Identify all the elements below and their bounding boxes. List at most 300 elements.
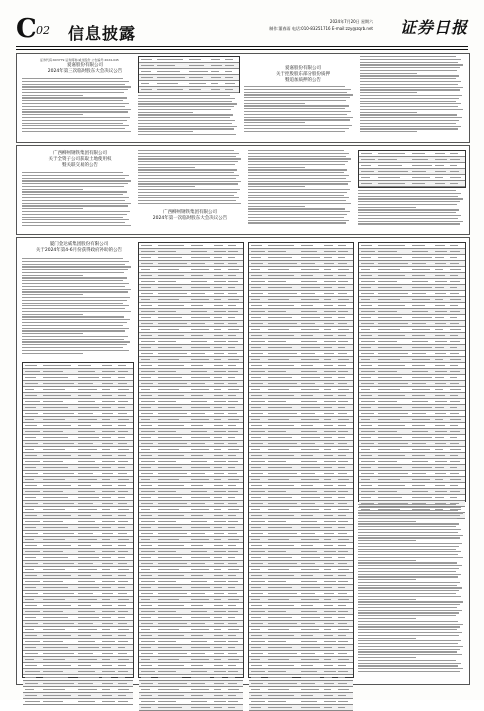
table-cell <box>158 437 182 438</box>
text-line <box>358 207 416 208</box>
table-cell <box>450 159 460 160</box>
stock-code-line: 证券代码:603779 证券简称:威龙股份 公告编号:2024-045 <box>40 58 119 62</box>
text-line <box>360 128 458 129</box>
table-cell <box>324 539 331 540</box>
text-line <box>358 549 456 550</box>
subsidy-table-col4 <box>358 242 466 502</box>
masthead <box>16 14 468 44</box>
table-cell <box>268 407 292 408</box>
table-cell <box>158 539 179 540</box>
table-cell <box>251 701 265 702</box>
article-3-title: 关于全资子公司获取土地使用权 <box>48 157 112 162</box>
text-line <box>22 328 129 329</box>
table-cell <box>228 383 237 384</box>
table-cell <box>228 551 238 552</box>
table-cell <box>228 251 238 252</box>
table-cell <box>324 431 336 432</box>
table-cell <box>141 395 152 396</box>
table-cell <box>191 329 209 330</box>
text-line <box>22 205 128 206</box>
table-cell <box>338 449 349 450</box>
table-cell <box>251 341 265 342</box>
table-cell <box>158 617 182 618</box>
text-line <box>22 84 125 85</box>
table-cell <box>43 419 66 420</box>
table-cell <box>324 347 333 348</box>
table-cell <box>191 431 207 432</box>
table-cell <box>435 245 445 246</box>
table-cell <box>141 533 153 534</box>
table-cell <box>118 599 129 600</box>
text-line <box>248 150 344 151</box>
table-cell <box>25 695 37 696</box>
table-cell <box>301 551 317 552</box>
table-cell <box>301 611 317 612</box>
table-cell <box>228 317 235 318</box>
table-cell <box>158 473 187 474</box>
text-line <box>138 178 236 179</box>
table-cell <box>435 299 443 300</box>
table-cell <box>191 311 207 312</box>
table-cell <box>214 635 224 636</box>
table-cell <box>118 509 129 510</box>
table-cell <box>78 449 97 450</box>
table-cell <box>118 467 125 468</box>
table-cell <box>228 557 235 558</box>
text-line <box>244 114 347 115</box>
text-line <box>358 504 456 505</box>
table-cell <box>338 491 348 492</box>
table-cell <box>228 371 238 372</box>
table-cell <box>228 401 238 402</box>
table-cell <box>158 587 182 588</box>
table-cell <box>141 281 155 282</box>
table-cell <box>228 623 237 624</box>
table-cell <box>361 329 370 330</box>
table-cell <box>191 497 210 498</box>
table-cell <box>158 323 187 324</box>
table-cell <box>43 389 66 390</box>
text-line <box>358 582 460 583</box>
table-cell <box>189 59 201 60</box>
table-cell <box>191 623 205 624</box>
table-cell <box>324 701 336 702</box>
table-cell <box>43 443 74 444</box>
table-cell <box>102 521 114 522</box>
table-cell <box>118 611 128 612</box>
table-cell <box>301 569 319 570</box>
table-cell <box>102 431 114 432</box>
table-cell <box>361 383 374 384</box>
table-cell <box>141 659 150 660</box>
table-cell <box>158 389 179 390</box>
table-cell <box>157 71 180 72</box>
table-cell <box>361 443 374 444</box>
table-cell <box>412 389 430 390</box>
table-cell <box>158 551 177 552</box>
table-cell <box>435 165 444 166</box>
table-cell <box>338 329 349 330</box>
table-cell <box>378 401 397 402</box>
table-cell <box>228 617 235 618</box>
table-cell <box>301 623 315 624</box>
table-cell <box>361 171 374 172</box>
text-line <box>22 322 127 323</box>
table-cell <box>324 569 331 570</box>
text-line <box>358 198 463 199</box>
text-line <box>360 75 459 76</box>
table-cell <box>435 153 445 154</box>
table-cell <box>251 437 261 438</box>
table-cell <box>191 593 205 594</box>
table-cell <box>435 329 443 330</box>
table-cell <box>324 653 335 654</box>
text-line <box>358 579 416 580</box>
table-cell <box>78 407 99 408</box>
table-cell <box>450 341 460 342</box>
table-cell <box>118 581 128 582</box>
table-cell <box>268 491 287 492</box>
table-cell <box>214 647 223 648</box>
table-cell <box>141 677 151 678</box>
table-cell <box>141 689 150 690</box>
table-cell <box>378 153 405 154</box>
table-cell <box>102 701 114 702</box>
table-cell <box>43 599 66 600</box>
table-cell <box>141 581 155 582</box>
table-cell <box>412 395 425 396</box>
table-cell <box>43 659 66 660</box>
table-cell <box>435 353 446 354</box>
table-cell <box>102 443 113 444</box>
text-line <box>22 81 129 82</box>
table-cell <box>158 599 179 600</box>
table-cell <box>450 263 459 264</box>
text-line <box>358 629 457 630</box>
text-line <box>248 156 346 157</box>
table-cell <box>43 509 66 510</box>
table-cell <box>25 491 39 492</box>
table-cell <box>228 479 239 480</box>
table-cell <box>191 437 210 438</box>
table-cell <box>412 467 432 468</box>
table-cell <box>338 443 347 444</box>
text-line <box>248 208 345 209</box>
table-cell <box>324 443 335 444</box>
table-cell <box>141 335 152 336</box>
text-line <box>22 308 125 309</box>
table-cell <box>435 177 443 178</box>
table-cell <box>251 287 261 288</box>
table-cell <box>228 611 238 612</box>
table-cell <box>214 431 226 432</box>
table-cell <box>301 659 319 660</box>
table-cell <box>301 389 319 390</box>
text-line <box>358 618 416 619</box>
table-cell <box>324 467 333 468</box>
table-cell <box>102 587 111 588</box>
table-cell <box>214 653 225 654</box>
table-cell <box>118 413 127 414</box>
text-line <box>138 161 238 162</box>
table-cell <box>211 59 220 60</box>
table-cell <box>78 437 99 438</box>
table-cell <box>158 269 179 270</box>
table-cell <box>450 287 457 288</box>
table-cell <box>268 299 289 300</box>
table-cell <box>214 593 225 594</box>
table-cell <box>118 659 129 660</box>
text-line <box>22 300 127 301</box>
table-cell <box>378 479 400 480</box>
table-cell <box>361 311 375 312</box>
table-cell <box>141 647 151 648</box>
text-line <box>358 546 459 547</box>
table-cell <box>268 689 289 690</box>
table-cell <box>301 437 320 438</box>
table-cell <box>324 299 331 300</box>
table-cell <box>102 545 112 546</box>
table-cell <box>324 449 331 450</box>
table-cell <box>25 563 38 564</box>
table-cell <box>214 341 226 342</box>
table-cell <box>158 449 179 450</box>
text-line <box>244 108 345 109</box>
table-cell <box>268 569 289 570</box>
table-cell <box>43 551 63 552</box>
table-cell <box>191 539 209 540</box>
table-cell <box>435 347 444 348</box>
table-cell <box>338 251 348 252</box>
table-cell <box>324 341 336 342</box>
table-cell <box>228 635 236 636</box>
text-line <box>358 601 463 602</box>
text-line <box>360 95 462 96</box>
table-cell <box>43 647 68 648</box>
table-cell <box>378 293 408 294</box>
table-cell <box>78 443 93 444</box>
table-cell <box>338 389 349 390</box>
table-cell <box>268 623 297 624</box>
text-line <box>22 333 83 334</box>
text-line <box>358 218 458 219</box>
table-cell <box>189 83 206 84</box>
text-line <box>22 353 83 354</box>
table-cell <box>158 377 182 378</box>
table-cell <box>158 359 179 360</box>
table-cell <box>251 599 260 600</box>
table-cell <box>228 683 237 684</box>
table-cell <box>214 689 221 690</box>
table-cell <box>251 533 263 534</box>
table-cell <box>435 287 444 288</box>
table-cell <box>78 473 93 474</box>
text-line <box>358 649 460 650</box>
table-cell <box>158 563 187 564</box>
table-cell <box>338 317 345 318</box>
text-line <box>360 62 458 63</box>
table-cell <box>324 329 331 330</box>
table-cell <box>450 491 460 492</box>
table-cell <box>78 629 97 630</box>
text-line <box>138 112 193 113</box>
table-cell <box>301 509 319 510</box>
table-cell <box>412 371 428 372</box>
table-cell <box>338 647 345 648</box>
text-line <box>22 78 123 79</box>
table-cell <box>141 503 153 504</box>
text-line <box>22 258 123 259</box>
table-cell <box>25 641 39 642</box>
table-cell <box>43 455 71 456</box>
table-cell <box>361 407 371 408</box>
text-line <box>244 100 346 101</box>
table-cell <box>301 449 319 450</box>
text-line <box>22 283 129 284</box>
text-line <box>22 131 131 132</box>
table-cell <box>324 281 336 282</box>
table-cell <box>158 479 179 480</box>
table-cell <box>141 509 150 510</box>
table-cell <box>450 257 457 258</box>
table-cell <box>301 521 317 522</box>
text-line <box>248 164 345 165</box>
table-cell <box>268 383 297 384</box>
text-line <box>358 196 458 197</box>
table-cell <box>228 353 237 354</box>
table-cell <box>118 575 126 576</box>
table-cell <box>251 299 260 300</box>
table-cell <box>251 353 263 354</box>
table-cell <box>141 377 151 378</box>
text-line <box>248 197 349 198</box>
table-cell <box>324 509 331 510</box>
table-cell <box>324 491 336 492</box>
article-4-title: 2024年第一次临时股东大会决议公告 <box>152 216 228 221</box>
table-cell <box>141 341 155 342</box>
table-cell <box>361 165 371 166</box>
article-1-title: 2024年第三次临时股东大会决议公告 <box>47 69 123 74</box>
table-cell <box>225 59 233 60</box>
table-cell <box>338 503 347 504</box>
table-cell <box>141 365 152 366</box>
table-cell <box>25 377 36 378</box>
table-cell <box>141 617 151 618</box>
table-cell <box>118 419 129 420</box>
table-cell <box>158 623 187 624</box>
table-cell <box>338 395 346 396</box>
table-cell <box>338 653 347 654</box>
table-cell <box>378 359 400 360</box>
text-line <box>358 657 416 658</box>
text-line <box>358 626 460 627</box>
text-line <box>358 204 457 205</box>
table-cell <box>301 341 317 342</box>
table-cell <box>251 359 260 360</box>
table-cell <box>118 515 126 516</box>
table-cell <box>43 515 71 516</box>
table-cell <box>43 383 74 384</box>
table-cell <box>191 665 203 666</box>
table-cell <box>361 245 372 246</box>
table-cell <box>338 359 349 360</box>
table-cell <box>141 383 153 384</box>
text-line <box>358 610 462 611</box>
table-cell <box>141 251 155 252</box>
table-cell <box>191 317 210 318</box>
text-line <box>358 568 459 569</box>
table-cell <box>141 347 151 348</box>
table-cell <box>78 455 91 456</box>
table-cell <box>102 365 112 366</box>
table-cell <box>338 341 348 342</box>
table-cell <box>450 383 459 384</box>
table-cell <box>301 707 320 708</box>
table-cell <box>361 365 372 366</box>
table-cell <box>435 293 446 294</box>
table-cell <box>102 503 113 504</box>
table-cell <box>301 269 319 270</box>
table-cell <box>158 299 179 300</box>
table-cell <box>102 401 114 402</box>
table-cell <box>268 695 295 696</box>
text-line <box>358 543 462 544</box>
text-line <box>138 123 232 124</box>
table-cell <box>251 539 260 540</box>
table-cell <box>268 611 287 612</box>
table-cell <box>450 473 459 474</box>
table-cell <box>301 395 313 396</box>
table-cell <box>338 671 348 672</box>
table-cell <box>228 689 239 690</box>
table-cell <box>214 509 221 510</box>
table-cell <box>435 311 447 312</box>
table-cell <box>324 497 333 498</box>
table-cell <box>214 407 223 408</box>
table-cell <box>301 539 319 540</box>
table-cell <box>214 527 223 528</box>
table-cell <box>157 77 185 78</box>
table-cell <box>338 245 346 246</box>
text-line <box>22 178 125 179</box>
table-cell <box>338 641 348 642</box>
table-cell <box>157 65 175 66</box>
table-cell <box>214 503 225 504</box>
text-line <box>22 200 125 201</box>
table-cell <box>338 659 349 660</box>
table-cell <box>158 635 185 636</box>
text-line <box>358 557 463 558</box>
table-cell <box>301 323 315 324</box>
text-line <box>22 350 129 351</box>
table-cell <box>191 461 207 462</box>
table-cell <box>361 395 372 396</box>
table-cell <box>435 449 443 450</box>
table-cell <box>228 665 236 666</box>
text-line <box>22 128 125 129</box>
table-cell <box>191 527 210 528</box>
text-line <box>358 640 461 641</box>
text-line <box>22 194 123 195</box>
table-cell <box>25 449 34 450</box>
article-5-conclusion <box>358 504 464 676</box>
table-cell <box>301 689 319 690</box>
text-line <box>358 215 461 216</box>
table-cell <box>118 443 127 444</box>
table-cell <box>214 605 224 606</box>
table-cell <box>102 581 114 582</box>
table-cell <box>78 401 95 402</box>
